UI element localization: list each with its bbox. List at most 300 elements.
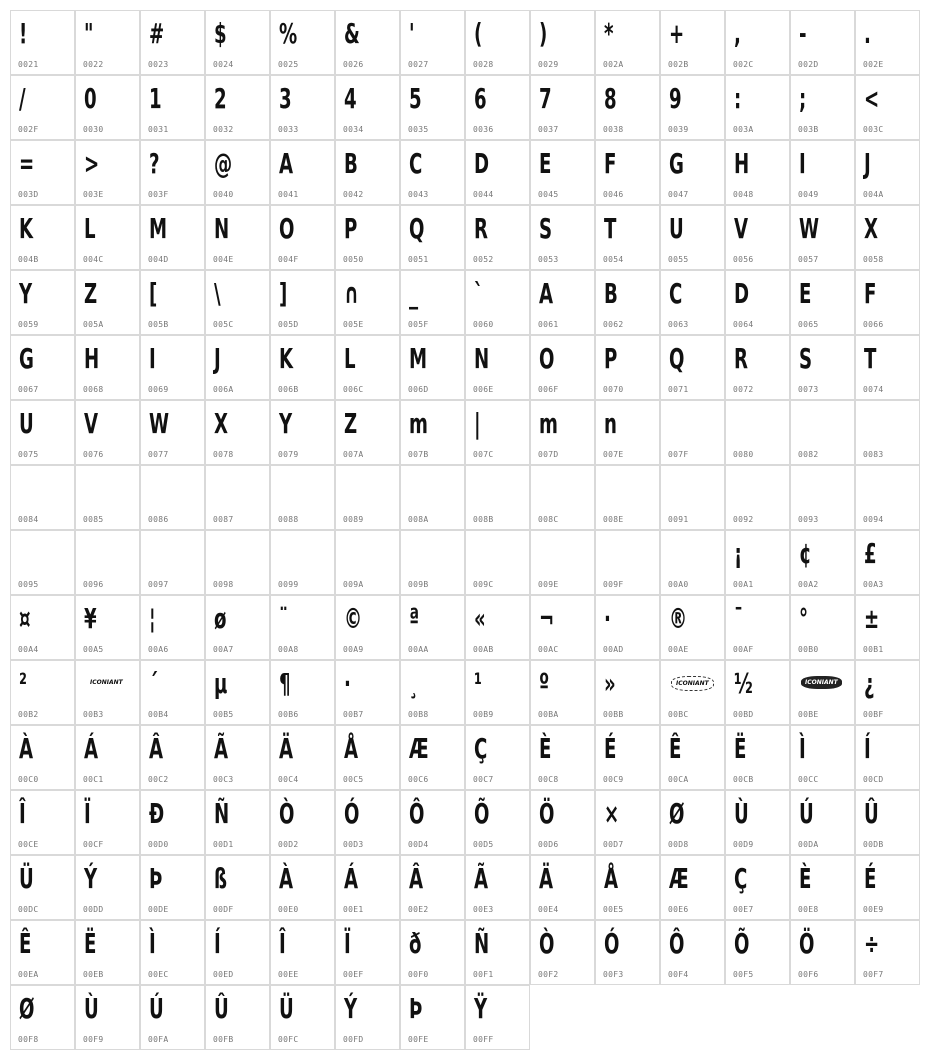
glyph-code: 004A <box>863 190 884 199</box>
glyph-cell <box>270 205 335 270</box>
glyph-cell <box>140 530 205 595</box>
glyph-sample: D <box>474 147 490 180</box>
glyph-code: 00AF <box>733 645 754 654</box>
glyph-cell <box>400 595 465 660</box>
glyph-code: 00C0 <box>18 775 39 784</box>
glyph-cell <box>855 790 920 855</box>
glyph-sample: Ø <box>19 992 35 1025</box>
glyph-code: 00FE <box>408 1035 429 1044</box>
glyph-cell <box>335 530 400 595</box>
glyph-sample: I <box>149 342 156 375</box>
glyph-sample: Ú <box>799 797 814 830</box>
glyph-sample: J <box>864 147 871 180</box>
glyph-cell <box>660 855 725 920</box>
glyph-code: 006B <box>278 385 299 394</box>
glyph-sample: Ã <box>474 862 489 895</box>
glyph-sample: Ü <box>19 862 34 895</box>
glyph-code: 006C <box>343 385 364 394</box>
glyph-code: 00E6 <box>668 905 689 914</box>
glyph-cell <box>75 140 140 205</box>
glyph-cell <box>790 790 855 855</box>
glyph-cell <box>75 985 140 1050</box>
glyph-cell <box>465 595 530 660</box>
glyph-code: 002A <box>603 60 624 69</box>
glyph-sample: K <box>279 342 294 375</box>
glyph-code: 00CD <box>863 775 884 784</box>
glyph-cell <box>10 855 75 920</box>
glyph-cell <box>465 985 530 1050</box>
glyph-sample: Đ <box>149 797 165 830</box>
glyph-code: 00FC <box>278 1035 299 1044</box>
glyph-code: 00D8 <box>668 840 689 849</box>
glyph-code: 00A5 <box>83 645 104 654</box>
glyph-sample: P <box>344 212 358 245</box>
glyph-cell <box>595 725 660 790</box>
glyph-cell <box>205 400 270 465</box>
glyph-code: 00DC <box>18 905 39 914</box>
glyph-cell <box>10 335 75 400</box>
glyph-cell <box>140 855 205 920</box>
glyph-cell <box>205 660 270 725</box>
glyph-cell <box>530 920 595 985</box>
glyph-cell <box>270 660 335 725</box>
glyph-cell <box>205 855 270 920</box>
glyph-code: 00BF <box>863 710 884 719</box>
glyph-cell <box>400 10 465 75</box>
glyph-code: 00E9 <box>863 905 884 914</box>
glyph-sample: ´ <box>149 667 159 700</box>
glyph-code: 00DA <box>798 840 819 849</box>
glyph-sample: Å <box>344 732 359 765</box>
glyph-sample: ¤ <box>19 602 31 635</box>
glyph-sample: · <box>344 667 351 700</box>
glyph-sample: E <box>799 277 812 310</box>
glyph-sample: W <box>149 407 170 440</box>
glyph-code: 0030 <box>83 125 104 134</box>
glyph-code: 0080 <box>733 450 754 459</box>
glyph-code: 0082 <box>798 450 819 459</box>
glyph-cell <box>205 10 270 75</box>
glyph-code: 00CA <box>668 775 689 784</box>
glyph-code: 0029 <box>538 60 559 69</box>
glyph-code: 00EF <box>343 970 364 979</box>
glyph-sample: K <box>19 212 34 245</box>
glyph-code: 00D9 <box>733 840 754 849</box>
glyph-cell <box>790 270 855 335</box>
glyph-code: 002F <box>18 125 39 134</box>
glyph-cell <box>465 465 530 530</box>
glyph-sample: ¸ <box>409 667 419 700</box>
glyph-code: 008C <box>538 515 559 524</box>
glyph-sample: Q <box>669 342 685 375</box>
glyph-code: 0040 <box>213 190 234 199</box>
glyph-code: 005D <box>278 320 299 329</box>
glyph-cell <box>400 465 465 530</box>
glyph-cell <box>400 725 465 790</box>
glyph-cell <box>270 920 335 985</box>
glyph-cell <box>10 530 75 595</box>
glyph-sample: H <box>84 342 100 375</box>
glyph-sample: B <box>344 147 358 180</box>
glyph-cell <box>335 595 400 660</box>
glyph-cell <box>790 725 855 790</box>
glyph-cell <box>400 530 465 595</box>
glyph-cell <box>400 920 465 985</box>
glyph-sample: ∩ <box>344 277 359 310</box>
glyph-sample: ° <box>799 602 809 635</box>
glyph-cell <box>595 530 660 595</box>
glyph-cell <box>790 400 855 465</box>
glyph-cell <box>270 855 335 920</box>
glyph-code: 006A <box>213 385 234 394</box>
glyph-sample: n <box>604 407 617 440</box>
glyph-code: 009A <box>343 580 364 589</box>
glyph-sample: Â <box>149 732 164 765</box>
glyph-code: 00A3 <box>863 580 884 589</box>
glyph-code: 0066 <box>863 320 884 329</box>
glyph-sample: T <box>864 342 877 375</box>
glyph-sample: M <box>409 342 428 375</box>
glyph-code: 0061 <box>538 320 559 329</box>
glyph-cell <box>75 10 140 75</box>
glyph-code: 0089 <box>343 515 364 524</box>
glyph-code: 00C9 <box>603 775 624 784</box>
glyph-cell <box>335 400 400 465</box>
glyph-code: 00E4 <box>538 905 559 914</box>
glyph-cell <box>75 725 140 790</box>
glyph-sample: < <box>864 82 880 115</box>
glyph-sample: Ç <box>474 732 488 765</box>
glyph-sample: Æ <box>409 732 429 765</box>
glyph-cell <box>10 465 75 530</box>
glyph-sample: % <box>279 17 298 50</box>
glyph-cell <box>270 790 335 855</box>
glyph-code: 0060 <box>473 320 494 329</box>
glyph-sample: ² <box>19 667 27 700</box>
glyph-sample: 9 <box>669 82 682 115</box>
glyph-code: 0044 <box>473 190 494 199</box>
glyph-code: 0024 <box>213 60 234 69</box>
glyph-cell <box>75 75 140 140</box>
glyph-code: 009C <box>473 580 494 589</box>
glyph-cell <box>205 985 270 1050</box>
glyph-code: 005C <box>213 320 234 329</box>
glyph-cell <box>205 335 270 400</box>
glyph-code: 0031 <box>148 125 169 134</box>
glyph-code: 0038 <box>603 125 624 134</box>
glyph-cell <box>465 920 530 985</box>
glyph-code: 0067 <box>18 385 39 394</box>
glyph-code: 00E7 <box>733 905 754 914</box>
glyph-code: 0028 <box>473 60 494 69</box>
glyph-code: 00C4 <box>278 775 299 784</box>
glyph-sample: , <box>734 17 741 50</box>
glyph-cell <box>400 270 465 335</box>
glyph-cell <box>725 725 790 790</box>
glyph-sample: ¶ <box>279 667 291 700</box>
glyph-sample: ± <box>864 602 880 635</box>
glyph-code: 00DD <box>83 905 104 914</box>
glyph-cell <box>855 530 920 595</box>
glyph-code: 00F6 <box>798 970 819 979</box>
glyph-sample: Í <box>214 927 221 960</box>
glyph-cell <box>790 205 855 270</box>
glyph-cell <box>855 595 920 660</box>
glyph-cell <box>790 465 855 530</box>
glyph-code: 00DB <box>863 840 884 849</box>
glyph-code: 00D6 <box>538 840 559 849</box>
glyph-code: 00A4 <box>18 645 39 654</box>
glyph-sample: + <box>669 17 685 50</box>
glyph-code: 0078 <box>213 450 234 459</box>
glyph-cell <box>530 335 595 400</box>
glyph-sample: P <box>604 342 618 375</box>
glyph-sample: 0 <box>84 82 97 115</box>
glyph-code: 00B9 <box>473 710 494 719</box>
glyph-code: 00F0 <box>408 970 429 979</box>
glyph-code: 007E <box>603 450 624 459</box>
glyph-cell <box>725 530 790 595</box>
glyph-sample: ª <box>409 602 420 635</box>
glyph-cell <box>725 10 790 75</box>
glyph-code: 003A <box>733 125 754 134</box>
glyph-code: 00D1 <box>213 840 234 849</box>
glyph-cell <box>140 465 205 530</box>
glyph-sample: È <box>799 862 812 895</box>
glyph-code: 0026 <box>343 60 364 69</box>
glyph-code: 0041 <box>278 190 299 199</box>
glyph-sample: © <box>344 602 363 635</box>
glyph-cell <box>725 660 790 725</box>
glyph-sample: 4 <box>344 82 357 115</box>
glyph-sample: É <box>604 732 617 765</box>
glyph-cell <box>75 335 140 400</box>
glyph-code: 00AE <box>668 645 689 654</box>
glyph-code: 0035 <box>408 125 429 134</box>
glyph-cell <box>660 75 725 140</box>
glyph-sample: ½ <box>734 667 753 700</box>
glyph-code: 003D <box>18 190 39 199</box>
glyph-code: 004F <box>278 255 299 264</box>
glyph-code: 00A0 <box>668 580 689 589</box>
glyph-cell <box>335 205 400 270</box>
glyph-sample: Ÿ <box>474 992 488 1025</box>
glyph-cell <box>530 790 595 855</box>
glyph-cell <box>855 465 920 530</box>
glyph-sample: Ö <box>539 797 555 830</box>
glyph-code: 003E <box>83 190 104 199</box>
glyph-cell <box>75 270 140 335</box>
glyph-cell <box>465 205 530 270</box>
glyph-sample: Ù <box>84 992 99 1025</box>
glyph-cell <box>725 270 790 335</box>
glyph-sample: _ <box>409 277 419 310</box>
glyph-cell <box>10 75 75 140</box>
glyph-code: 0079 <box>278 450 299 459</box>
glyph-code: 00F7 <box>863 970 884 979</box>
glyph-code: 0069 <box>148 385 169 394</box>
glyph-cell <box>595 205 660 270</box>
glyph-cell <box>270 465 335 530</box>
glyph-cell <box>400 985 465 1050</box>
glyph-code: 00C2 <box>148 775 169 784</box>
glyph-sample: W <box>799 212 820 245</box>
glyph-sample: Ñ <box>474 927 490 960</box>
glyph-cell <box>530 75 595 140</box>
glyph-code: 007F <box>668 450 689 459</box>
glyph-cell <box>10 985 75 1050</box>
glyph-cell <box>595 335 660 400</box>
glyph-code: 00E0 <box>278 905 299 914</box>
glyph-cell <box>855 400 920 465</box>
glyph-cell <box>400 75 465 140</box>
glyph-cell <box>10 660 75 725</box>
glyph-cell <box>465 75 530 140</box>
glyph-cell <box>465 790 530 855</box>
glyph-sample: · <box>604 602 611 635</box>
glyph-sample: ¨ <box>279 602 289 635</box>
glyph-sample: Þ <box>409 992 423 1025</box>
glyph-cell <box>205 205 270 270</box>
glyph-code: 0095 <box>18 580 39 589</box>
glyph-code: 0057 <box>798 255 819 264</box>
glyph-cell <box>10 790 75 855</box>
glyph-sample: Ò <box>279 797 295 830</box>
glyph-cell <box>270 725 335 790</box>
glyph-cell <box>400 400 465 465</box>
glyph-cell <box>725 75 790 140</box>
glyph-code: 00A8 <box>278 645 299 654</box>
glyph-code: 0097 <box>148 580 169 589</box>
glyph-code: 00D2 <box>278 840 299 849</box>
glyph-code: 006E <box>473 385 494 394</box>
glyph-code: 0032 <box>213 125 234 134</box>
glyph-code: 00A9 <box>343 645 364 654</box>
glyph-sample: 7 <box>539 82 552 115</box>
glyph-code: 00BA <box>538 710 559 719</box>
glyph-code: 00BD <box>733 710 754 719</box>
glyph-code: 00EE <box>278 970 299 979</box>
glyph-code: 004E <box>213 255 234 264</box>
glyph-sample: Ä <box>279 732 294 765</box>
glyph-cell <box>140 725 205 790</box>
glyph-code: 0046 <box>603 190 624 199</box>
glyph-code: 0050 <box>343 255 364 264</box>
glyph-sample: G <box>669 147 684 180</box>
glyph-code: 007B <box>408 450 429 459</box>
glyph-cell <box>10 400 75 465</box>
glyph-cell <box>855 920 920 985</box>
glyph-code: 00FF <box>473 1035 494 1044</box>
glyph-code: 00B2 <box>18 710 39 719</box>
glyph-code: 0075 <box>18 450 39 459</box>
glyph-sample: À <box>19 732 34 765</box>
glyph-sample: # <box>149 17 165 50</box>
glyph-sample: É <box>864 862 877 895</box>
glyph-code: 00F4 <box>668 970 689 979</box>
glyph-sample: O <box>539 342 555 375</box>
glyph-sample: Q <box>409 212 425 245</box>
glyph-code: 00BC <box>668 710 689 719</box>
glyph-sample: ¥ <box>84 602 97 635</box>
glyph-code: 00ED <box>213 970 234 979</box>
glyph-sample: Ñ <box>214 797 230 830</box>
glyph-code: 00AC <box>538 645 559 654</box>
glyph-sample: O <box>279 212 295 245</box>
glyph-code: 00EA <box>18 970 39 979</box>
glyph-code: 002E <box>863 60 884 69</box>
glyph-cell <box>335 75 400 140</box>
glyph-code: 0034 <box>343 125 364 134</box>
glyph-code: 00B7 <box>343 710 364 719</box>
glyph-cell <box>790 660 855 725</box>
glyph-cell <box>335 335 400 400</box>
glyph-sample: Z <box>84 277 98 310</box>
glyph-sample: J <box>214 342 221 375</box>
glyph-code: 0025 <box>278 60 299 69</box>
glyph-sample: ¯ <box>734 602 744 635</box>
glyph-code: 00E5 <box>603 905 624 914</box>
glyph-cell <box>660 530 725 595</box>
glyph-code: 00CC <box>798 775 819 784</box>
glyph-cell <box>725 205 790 270</box>
glyph-cell <box>855 140 920 205</box>
glyph-sample: Ý <box>344 992 358 1025</box>
glyph-code: 0093 <box>798 515 819 524</box>
glyph-cell <box>530 660 595 725</box>
glyph-code: 009B <box>408 580 429 589</box>
glyph-sample: M <box>149 212 168 245</box>
glyph-code: 004B <box>18 255 39 264</box>
glyph-grid <box>10 10 920 1050</box>
glyph-cell <box>595 465 660 530</box>
glyph-sample: ¹ <box>474 667 482 700</box>
glyph-code: 0039 <box>668 125 689 134</box>
glyph-cell <box>335 140 400 205</box>
glyph-code: 00BB <box>603 710 624 719</box>
glyph-cell <box>530 10 595 75</box>
glyph-cell <box>725 140 790 205</box>
glyph-cell <box>10 725 75 790</box>
glyph-code: 0045 <box>538 190 559 199</box>
glyph-code: 0063 <box>668 320 689 329</box>
glyph-cell <box>270 335 335 400</box>
glyph-code: 0076 <box>83 450 104 459</box>
glyph-code: 0094 <box>863 515 884 524</box>
glyph-sample: R <box>474 212 488 245</box>
glyph-cell <box>75 660 140 725</box>
glyph-cell <box>790 530 855 595</box>
glyph-code: 0053 <box>538 255 559 264</box>
glyph-sample: Ê <box>669 732 682 765</box>
glyph-code: 0074 <box>863 385 884 394</box>
glyph-code: 00A2 <box>798 580 819 589</box>
glyph-code: 00D3 <box>343 840 364 849</box>
glyph-code: 00B6 <box>278 710 299 719</box>
glyph-cell <box>270 400 335 465</box>
glyph-cell <box>75 530 140 595</box>
glyph-cell <box>205 920 270 985</box>
glyph-cell <box>205 790 270 855</box>
glyph-cell <box>855 10 920 75</box>
glyph-code: 00F2 <box>538 970 559 979</box>
glyph-cell <box>855 270 920 335</box>
glyph-cell <box>660 790 725 855</box>
glyph-sample: L <box>84 212 96 245</box>
glyph-code: 00D0 <box>148 840 169 849</box>
glyph-sample: ` <box>474 277 484 310</box>
glyph-cell <box>335 660 400 725</box>
